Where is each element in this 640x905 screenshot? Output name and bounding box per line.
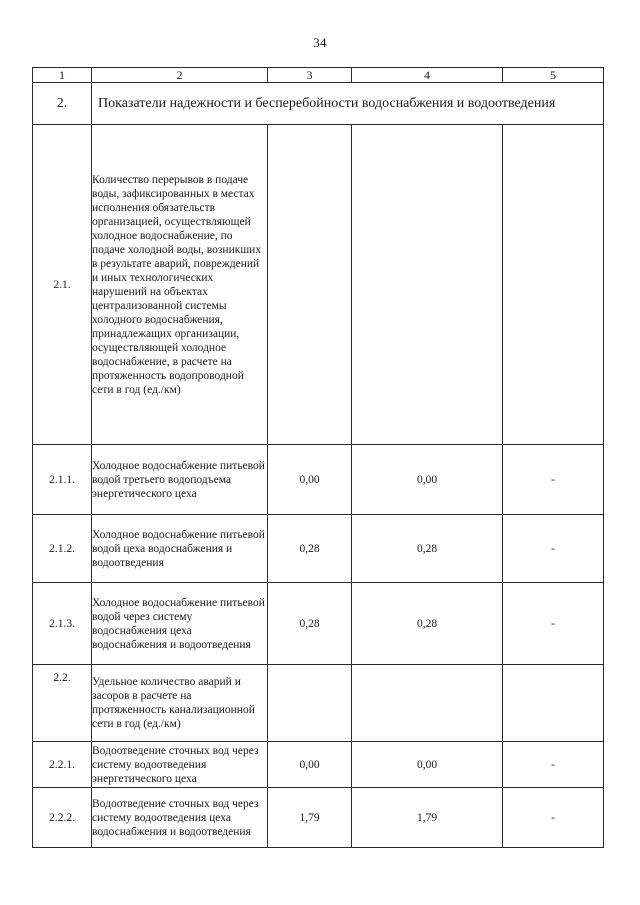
row-number: 2.1.2.	[33, 515, 92, 583]
row-value-col4: 0,00	[352, 445, 503, 515]
header-col-1: 1	[33, 68, 92, 83]
table-row	[33, 742, 604, 788]
table-row	[33, 788, 604, 848]
row-value-col5: -	[503, 788, 604, 848]
row-number: 2.2.	[33, 665, 92, 742]
row-value-col4	[352, 125, 503, 445]
section-row	[33, 83, 604, 125]
row-value-col3	[268, 665, 352, 742]
table-row	[33, 125, 604, 445]
table-row	[33, 583, 604, 665]
row-value-col5: -	[503, 515, 604, 583]
row-value-col3: 0,28	[268, 583, 352, 665]
row-description: Водоотведение сточных вод через систему водоотведения энергетического цеха	[92, 742, 268, 788]
header-col-3: 3	[268, 68, 352, 83]
row-number: 2.1.3.	[33, 583, 92, 665]
row-description: Количество перерывов в подаче воды, зафиксированных в местах исполнения обязательств организацией, осуществляющей холодное водоснабжение, по подаче холодной воды, возникших в результате аварий, повреждений и иных технологических нарушений на объектах централизованной системы холодного водоснабжения, принадлежащих организации, осуществляющей холодное водоснабжение, в расчете на протяженность водопроводной сети в год (ед./км)	[92, 125, 268, 445]
table-row	[33, 515, 604, 583]
row-value-col3	[268, 125, 352, 445]
row-number: 2.2.2.	[33, 788, 92, 848]
row-value-col3: 0,28	[268, 515, 352, 583]
row-description: Холодное водоснабжение питьевой водой через систему водоснабжения цеха водоснабжения и водоотведения	[92, 583, 268, 665]
row-description: Водоотведение сточных вод через систему водоотведения цеха водоснабжения и водоотведения	[92, 788, 268, 848]
row-value-col5	[503, 125, 604, 445]
table-row	[33, 445, 604, 515]
header-col-2: 2	[92, 68, 268, 83]
section-title: Показатели надежности и бесперебойности водоснабжения и водоотведения	[92, 83, 604, 125]
row-description: Холодное водоснабжение питьевой водой цеха водоснабжения и водоотведения	[92, 515, 268, 583]
row-description: Холодное водоснабжение питьевой водой третьего водоподъема энергетического цеха	[92, 445, 268, 515]
indicators-table	[32, 67, 604, 848]
section-number: 2.	[33, 83, 92, 125]
row-value-col3: 0,00	[268, 445, 352, 515]
row-value-col4: 0,28	[352, 583, 503, 665]
row-value-col4	[352, 665, 503, 742]
row-value-col4: 1,79	[352, 788, 503, 848]
row-value-col3: 1,79	[268, 788, 352, 848]
row-value-col4: 0,28	[352, 515, 503, 583]
header-col-5: 5	[503, 68, 604, 83]
page-number: 34	[313, 35, 327, 50]
table-header-row	[33, 68, 604, 83]
row-number: 2.1.1.	[33, 445, 92, 515]
row-value-col5	[503, 665, 604, 742]
row-description: Удельное количество аварий и засоров в расчете на протяженность канализационной сети в год (ед./км)	[92, 665, 268, 742]
row-value-col4: 0,00	[352, 742, 503, 788]
row-value-col5: -	[503, 583, 604, 665]
row-number: 2.2.1.	[33, 742, 92, 788]
header-col-4: 4	[352, 68, 503, 83]
table-row	[33, 665, 604, 742]
row-value-col5: -	[503, 445, 604, 515]
row-value-col3: 0,00	[268, 742, 352, 788]
row-number: 2.1.	[33, 125, 92, 445]
row-value-col5: -	[503, 742, 604, 788]
